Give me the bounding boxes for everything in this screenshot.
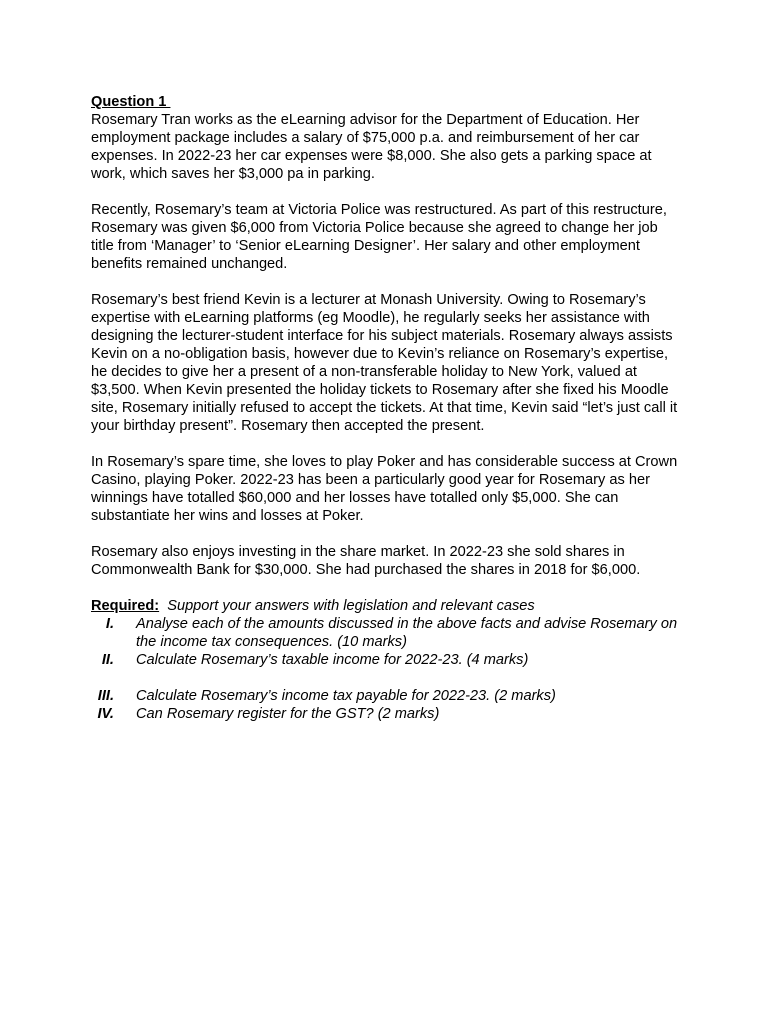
question-number: III.	[97, 688, 114, 704]
paragraph-employment: Rosemary Tran works as the eLearning advisor for the Department of Education. Her employment package includes a salary of $75,000 p.a. and reimbursement of her car expenses. In 2022-23 her car expenses were $8,000. She also gets a parking space at work, which saves her $3,000 pa in parking.	[91, 112, 652, 182]
paragraph-kevin-gift: Rosemary’s best friend Kevin is a lecturer at Monash University. Owing to Rosemary’s expertise with eLearning platforms (eg Moodle), he regularly seeks her assistance with designing the lecturer-student interface for his subject materials. Rosemary always assists Kevin on a no-obligation basis, however due to Kevin’s reliance on Rosemary’s expertise, he decides to give her a present of a non-transferable holiday to New York, valued at $3,500. When Kevin presented the holiday tickets to Rosemary after she fixed his Moodle site, Rosemary initially refused to accept the tickets. At that time, Kevin said “let’s just call it your birthday present”. Rosemary then accepted the present.	[91, 292, 678, 434]
question-number: II.	[101, 652, 114, 668]
required-label: Required:	[91, 598, 160, 614]
required-instruction: Support your answers with legislation and relevant cases	[159, 598, 535, 614]
list-item	[91, 705, 681, 723]
question-document	[91, 93, 681, 723]
list-item	[91, 651, 681, 669]
question-heading: Question 1	[91, 94, 171, 110]
question-text: Can Rosemary register for the GST? (2 marks)	[136, 706, 440, 722]
question-list	[91, 615, 681, 723]
paragraph-restructure: Recently, Rosemary’s team at Victoria Police was restructured. As part of this restructure, Rosemary was given $6,000 from Victoria Police because she agreed to change her job title from ‘Manager’ to ‘Senior eLearning Designer’. Her salary and other employment benefits remained unchanged.	[91, 202, 667, 272]
question-text: Calculate Rosemary’s income tax payable for 2022-23. (2 marks)	[136, 688, 556, 704]
question-number: I.	[105, 616, 114, 632]
question-number: IV.	[97, 706, 114, 722]
list-item	[91, 687, 681, 705]
question-text: Analyse each of the amounts discussed in the above facts and advise Rosemary on the income tax consequences. (10 marks)	[136, 616, 678, 650]
paragraph-shares: Rosemary also enjoys investing in the share market. In 2022-23 she sold shares in Commonwealth Bank for $30,000. She had purchased the shares in 2018 for $6,000.	[91, 544, 641, 578]
required-line	[91, 597, 681, 615]
paragraph-poker: In Rosemary’s spare time, she loves to play Poker and has considerable success at Crown Casino, playing Poker. 2022-23 has been a particularly good year for Rosemary as her winnings have totalled $60,000 and her losses have totalled only $5,000. She can substantiate her wins and losses at Poker.	[91, 454, 678, 524]
question-text: Calculate Rosemary’s taxable income for 2022-23. (4 marks)	[136, 652, 529, 668]
list-item	[91, 615, 681, 651]
list-spacer	[91, 669, 681, 687]
